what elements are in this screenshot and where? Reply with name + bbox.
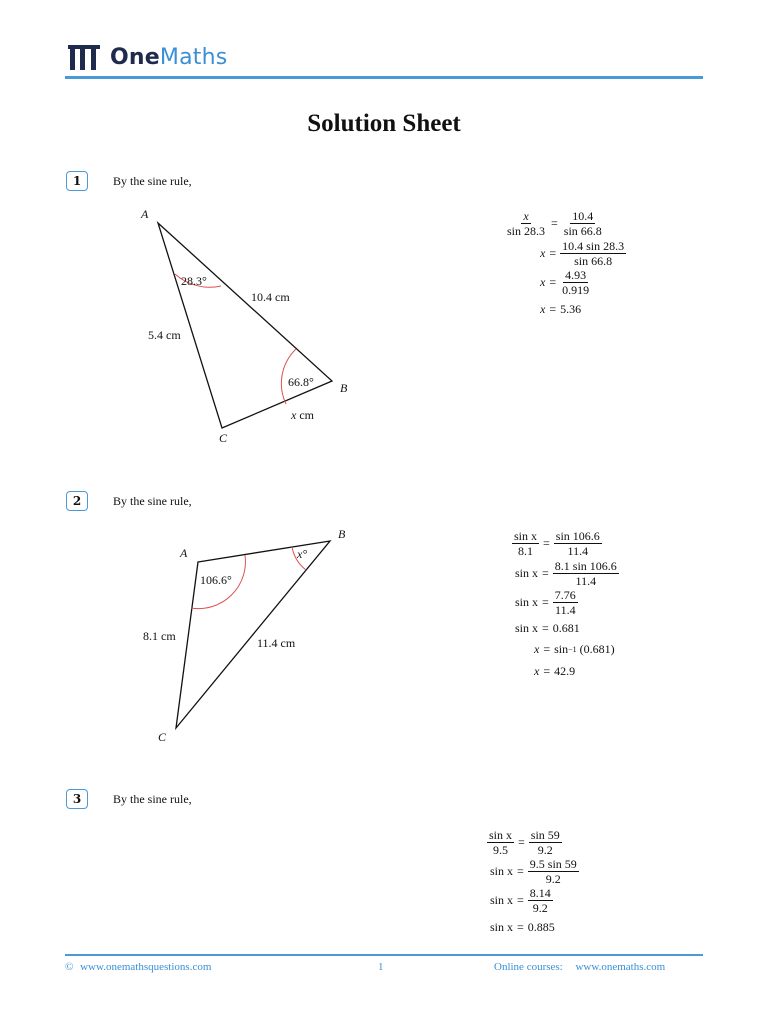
triangle-1-vertex-c: C [219, 431, 228, 445]
equals-sign: = [517, 920, 524, 934]
footer-left [65, 961, 211, 973]
q2-l2-rhs-num: 8.1 sin 106.6 [554, 559, 617, 573]
q2-line-1 [512, 529, 602, 558]
q2-l1-rhs-num: sin 106.6 [555, 529, 600, 543]
triangle-1-side-cb-var: x [291, 408, 297, 422]
question-2-intro: By the sine rule, [113, 494, 192, 508]
triangle-1-side-ac-label: 5.4 cm [148, 328, 181, 342]
q3-l1-rhs-num: sin 59 [530, 828, 560, 842]
triangle-1-side-cb-unit: cm [299, 408, 314, 422]
triangle-1-outline [158, 223, 332, 428]
q2-l5-rhs-base: sin [554, 642, 569, 656]
q3-l2-lhs: sin x [490, 864, 514, 878]
triangle-1 [140, 207, 348, 445]
equals-sign: = [518, 835, 525, 849]
triangle-1-side-ab-label: 10.4 cm [251, 290, 290, 304]
q2-line-2 [515, 559, 619, 588]
q2-line-6 [534, 664, 575, 679]
q3-l1-rhs-den: 9.2 [537, 843, 553, 857]
page-title: Solution Sheet [307, 110, 461, 137]
q3-l1-lhs-den: 9.5 [493, 843, 508, 857]
q2-l4-rhs: 0.681 [552, 621, 580, 635]
q1-l3-rhs [560, 268, 591, 297]
q1-l4-rhs: 5.36 [560, 302, 582, 316]
q1-l3-lhs: x [540, 275, 546, 289]
q1-line-1 [505, 209, 604, 238]
q2-l2-rhs [553, 559, 619, 588]
q2-l1-lhs-den: 8.1 [518, 544, 533, 558]
triangle-1-angle-a-label: 28.3° [181, 274, 207, 288]
q2-l1-rhs [554, 529, 602, 558]
q3-l3-rhs-den: 9.2 [532, 901, 548, 915]
q2-l1-lhs-num: sin x [514, 529, 538, 543]
q1-l4-lhs: x [540, 302, 546, 316]
q3-l1-lhs-num: sin x [489, 828, 513, 842]
q3-l3-lhs: sin x [490, 893, 514, 907]
equals-sign: = [549, 302, 557, 316]
triangle-2-vertex-c: C [158, 730, 167, 744]
footer-right-link[interactable]: www.onemaths.com [575, 961, 666, 973]
q2-l5-lhs: x [534, 642, 540, 656]
q1-line-4 [540, 302, 581, 317]
q1-l1-rhs-den: sin 66.8 [563, 224, 602, 238]
equals-sign: = [549, 275, 557, 289]
q1-l2-rhs [560, 239, 626, 268]
q3-l3-rhs-num: 8.14 [529, 886, 551, 900]
logo-one-text: One [110, 44, 160, 70]
triangle-2-outline [176, 541, 330, 728]
q3-l4-lhs: sin x [490, 920, 514, 934]
triangle-1-angle-b-label: 66.8° [288, 375, 314, 389]
equals-sign: = [543, 664, 551, 678]
equals-sign: = [543, 536, 550, 550]
question-3-intro: By the sine rule, [113, 792, 192, 806]
triangle-2-vertex-b: B [338, 527, 346, 541]
q1-l1-rhs [562, 209, 604, 238]
equals-sign: = [517, 893, 524, 907]
q1-l1-lhs-den: sin 28.3 [507, 224, 546, 238]
q1-l1-lhs [505, 209, 547, 238]
q3-l3-rhs [528, 886, 553, 915]
footer-rule [65, 954, 703, 956]
q2-l4-lhs: sin x [515, 621, 539, 635]
q2-l5-rhs-sup: −1 [568, 645, 577, 654]
q1-l3-rhs-den: 0.919 [562, 283, 590, 297]
q2-line-3 [515, 588, 578, 617]
footer-right [494, 961, 665, 973]
equals-sign: = [549, 246, 557, 260]
q2-l5-rhs-arg: (0.681) [579, 642, 615, 656]
q1-l2-rhs-den: sin 66.8 [574, 254, 613, 268]
q3-l2-rhs-num: 9.5 sin 59 [529, 857, 577, 871]
equals-sign: = [551, 216, 558, 230]
q3-line-4 [490, 920, 555, 935]
triangle-2-angle-a-label: 106.6° [200, 573, 232, 587]
equals-sign: = [542, 595, 549, 609]
copyright-icon: © [65, 961, 74, 973]
logo-maths-text: Maths [159, 44, 228, 70]
equals-sign: = [543, 642, 551, 656]
triangle-2-side-bc-label: 11.4 cm [257, 636, 296, 650]
q2-line-5 [534, 642, 615, 657]
footer-left-link[interactable]: www.onemathsquestions.com [80, 961, 212, 973]
q2-l3-rhs-den: 11.4 [555, 603, 576, 617]
equals-sign: = [517, 864, 524, 878]
q2-l3-rhs [553, 588, 578, 617]
q3-l2-rhs-den: 9.2 [545, 872, 561, 886]
q2-l3-rhs-num: 7.76 [554, 588, 576, 602]
equals-sign: = [542, 566, 549, 580]
triangle-1-side-cb-label [290, 408, 315, 422]
q2-l1-rhs-den: 11.4 [567, 544, 589, 558]
q2-l6-lhs: x [534, 664, 540, 678]
q1-l2-rhs-num: 10.4 sin 28.3 [562, 239, 625, 253]
q2-line-4 [515, 621, 580, 636]
question-number-3: 3 [66, 789, 88, 809]
q3-l1-rhs [529, 828, 562, 857]
q3-line-3 [490, 886, 553, 915]
q3-l2-rhs [528, 857, 579, 886]
q2-l2-rhs-den: 11.4 [575, 574, 597, 588]
page-number: 1 [378, 961, 384, 973]
question-1-intro: By the sine rule, [113, 174, 192, 188]
question-number-2: 2 [66, 491, 88, 511]
q1-l1-lhs-num: x [523, 209, 529, 223]
footer-right-label: Online courses: [494, 961, 563, 973]
q2-l6-rhs: 42.9 [554, 664, 576, 678]
triangle-2-vertex-a: A [180, 546, 188, 560]
question-number-1: 1 [66, 171, 88, 191]
q1-l2-lhs: x [540, 246, 546, 260]
triangle-1-vertex-b: B [340, 381, 348, 395]
q3-l4-rhs: 0.885 [527, 920, 555, 934]
q1-l1-rhs-num: 10.4 [572, 209, 594, 223]
q2-l2-lhs: sin x [515, 566, 539, 580]
q1-line-3 [540, 268, 591, 297]
triangle-2-angle-b-label: x° [297, 547, 308, 561]
q1-line-2 [540, 239, 626, 268]
q2-l1-lhs [512, 529, 539, 558]
q1-l3-rhs-num: 4.93 [565, 268, 587, 282]
q2-l3-lhs: sin x [515, 595, 539, 609]
triangle-2 [143, 527, 346, 744]
triangle-1-vertex-a: A [141, 207, 149, 221]
q3-line-2 [490, 857, 579, 886]
triangle-2-side-ac-label: 8.1 cm [143, 629, 176, 643]
q3-line-1 [487, 828, 562, 857]
equals-sign: = [542, 621, 549, 635]
q3-l1-lhs [487, 828, 514, 857]
